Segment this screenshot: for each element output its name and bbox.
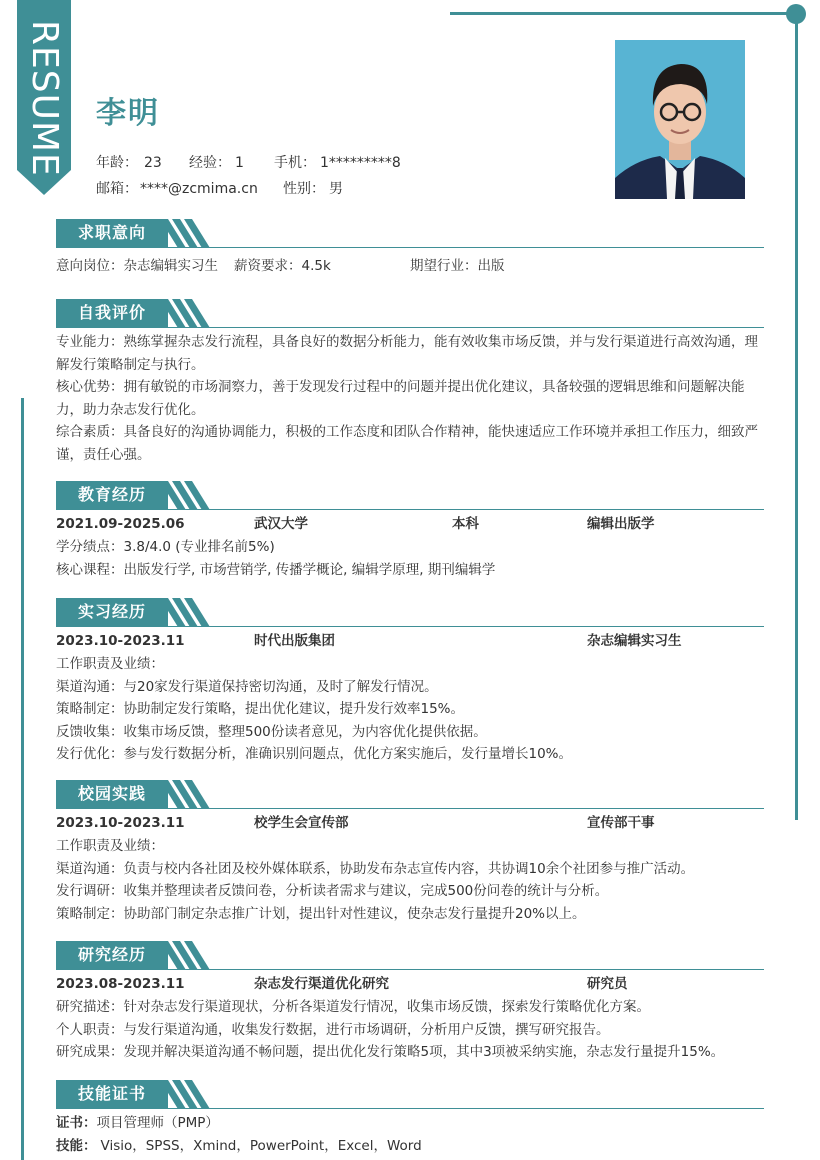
header-stripes-icon: [160, 941, 210, 970]
section-title: 教育经历: [56, 481, 168, 509]
internship-role: 杂志编辑实习生: [587, 633, 682, 649]
internship-line: 策略制定：协助制定发行策略，提出优化建议，提升发行效率15%。: [56, 701, 465, 717]
section-header: [56, 481, 764, 510]
experience-info: 经验： 1: [189, 155, 244, 171]
top-decor-line: [450, 12, 796, 15]
education-gpa: 学分绩点：3.8/4.0 (专业排名前5%): [56, 539, 275, 555]
research-project: 杂志发行渠道优化研究: [254, 976, 389, 992]
section-internship: [56, 598, 764, 766]
internship-line: 发行优化：参与发行数据分析，准确识别问题点，优化方案实施后，发行量增长10%。: [56, 746, 573, 762]
internship-period: 2023.10-2023.11: [56, 633, 185, 649]
header-stripes-icon: [160, 219, 210, 248]
section-title: 自我评价: [56, 299, 168, 327]
section-header: [56, 780, 764, 809]
section-intent: [56, 219, 764, 284]
section-header: [56, 598, 764, 627]
research-entry-header: [56, 973, 764, 996]
right-decor-line: [795, 14, 798, 820]
research-line: 研究描述：针对杂志发行渠道现状，分析各渠道发行情况，收集市场反馈，探索发行策略优化方案。: [56, 999, 650, 1015]
internship-line: 渠道沟通：与20家发行渠道保持密切沟通，及时了解发行情况。: [56, 678, 438, 695]
campus-line: 策略制定：协助部门制定杂志推广计划，提出针对性建议，使杂志发行量提升20%以上。: [56, 905, 586, 922]
section-header: [56, 941, 764, 970]
age-info: 年龄： 23: [96, 155, 162, 171]
candidate-name: 李明: [96, 96, 160, 131]
campus-role: 宣传部干事: [587, 815, 655, 831]
campus-line: 发行调研：收集并整理读者反馈问卷，分析读者需求与建议，完成500份问卷的统计与分析。: [56, 883, 609, 899]
campus-line: 渠道沟通：负责与校内各社团及校外媒体联系，协助发布杂志宣传内容，共协调10余个社团参与推广活动。: [56, 860, 695, 877]
internship-entry-header: [56, 630, 764, 653]
email-info: 邮箱： ****@zcmima.cn: [96, 181, 258, 197]
research-role: 研究员: [587, 976, 628, 992]
phone-info: 手机： 1*********8: [274, 155, 401, 171]
section-title: 技能证书: [56, 1080, 168, 1108]
research-line: 研究成果：发现并解决渠道沟通不畅问题，提出优化发行策略5项，其中3项被采纳实施，杂志发行量提升15%。: [56, 1044, 725, 1060]
education-major: 编辑出版学: [587, 516, 655, 532]
left-decor-line: [21, 398, 24, 1160]
internship-company: 时代出版集团: [254, 633, 335, 649]
section-campus: [56, 780, 764, 925]
education-school: 武汉大学: [254, 516, 308, 532]
section-research: [56, 941, 764, 1064]
section-self-evaluation: [56, 299, 764, 466]
profile-photo: [615, 40, 745, 199]
self-eval-item: 核心优势：拥有敏锐的市场洞察力，善于发现发行过程中的问题并提出优化建议，具备较强的逻辑思维和问题解决能力，助力杂志发行优化。: [56, 379, 745, 418]
internship-line: 反馈收集：收集市场反馈，整理500份读者意见，为内容优化提供依据。: [56, 723, 487, 740]
header-stripes-icon: [160, 780, 210, 809]
internship-line: 工作职责及业绩：: [56, 656, 164, 672]
self-eval-item: 综合素质：具备良好的沟通协调能力，积极的工作态度和团队合作精神，能快速适应工作环境并承担工作压力，细致严谨，责任心强。: [56, 424, 758, 463]
education-period: 2021.09-2025.06: [56, 516, 185, 532]
header-stripes-icon: [160, 481, 210, 510]
campus-line: 工作职责及业绩：: [56, 838, 164, 854]
section-education: [56, 481, 764, 581]
education-entry-header: [56, 513, 764, 536]
intent-industry: 期望行业：出版: [410, 258, 505, 274]
header-stripes-icon: [160, 1080, 210, 1109]
resume-ribbon-text: RESUME: [24, 20, 65, 177]
certificate-row: 证书：项目管理师（PMP）: [56, 1115, 219, 1131]
section-header: [56, 299, 764, 328]
self-eval-item: 专业能力：熟练掌握杂志发行流程，具备良好的数据分析能力，能有效收集市场反馈，并与发行渠道进行高效沟通，理解发行策略制定与执行。: [56, 334, 758, 373]
gender-info: 性别： 男: [283, 181, 343, 197]
intent-salary: 薪资要求：4.5k: [234, 258, 331, 274]
section-header: [56, 1080, 764, 1109]
header-stripes-icon: [160, 299, 210, 328]
campus-entry-header: [56, 812, 764, 835]
research-period: 2023.08-2023.11: [56, 976, 185, 992]
campus-period: 2023.10-2023.11: [56, 815, 185, 831]
campus-org: 校学生会宣传部: [254, 815, 349, 831]
section-header: [56, 219, 764, 248]
section-skills: [56, 1080, 764, 1157]
header-stripes-icon: [160, 598, 210, 627]
research-line: 个人职责：与发行渠道沟通，收集发行数据，进行市场调研，分析用户反馈，撰写研究报告。: [56, 1021, 610, 1038]
education-courses: 核心课程：出版发行学, 市场营销学, 传播学概论, 编辑学原理, 期刊编辑学: [56, 561, 496, 578]
section-title: 实习经历: [56, 598, 168, 626]
section-title: 校园实践: [56, 780, 168, 808]
intent-position: 意向岗位：杂志编辑实习生: [56, 258, 218, 274]
education-degree: 本科: [452, 516, 479, 532]
section-title: 研究经历: [56, 941, 168, 969]
section-title: 求职意向: [56, 219, 168, 247]
skills-row: 技能： Visio，SPSS，Xmind，PowerPoint，Excel，Word: [56, 1137, 422, 1154]
